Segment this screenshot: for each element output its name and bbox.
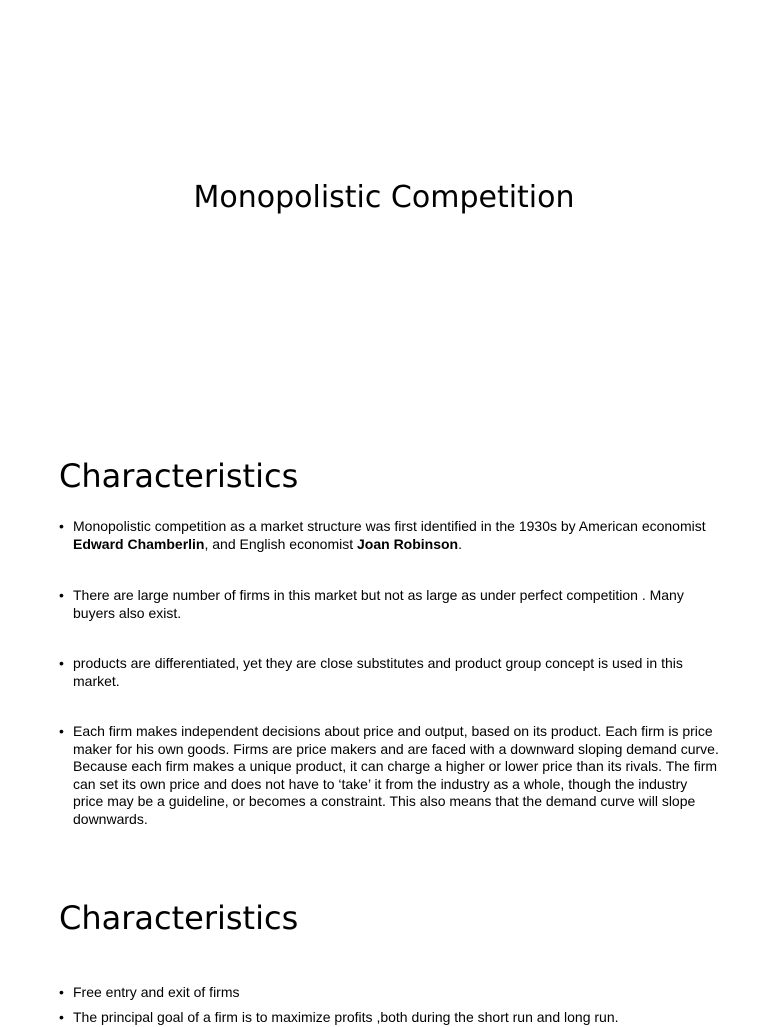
- list-item: [59, 587, 719, 622]
- person-name: Edward Chamberlin: [73, 535, 205, 552]
- item-text: Monopolistic competition as a market structure was first identified in the 1930s by American economist: [73, 518, 706, 534]
- list-item: [59, 723, 719, 828]
- item-text: The principal goal of a firm is to maximize profits ,both during the short run and long run.: [73, 1009, 619, 1025]
- item-text: .: [458, 535, 463, 552]
- item-text: Free entry and exit of firms: [73, 984, 240, 1000]
- item-text: , and English economist: [204, 535, 357, 552]
- item-text: Each firm makes independent decisions about price and output, based on its product. Each firm is price maker for his own goods. Firms are price makers and are faced with a downward sloping demand curve. Because each firm makes a unique product, it can charge a higher or lower price than its rivals. The firm can set its own price and does not have to ‘take’ it from the industry as a whole, though the industry price may be a guideline, or becomes a constraint. This also means that the demand curve will slope downwards.: [73, 723, 719, 827]
- list-item: [59, 984, 719, 1002]
- section-heading-characteristics: Characteristics: [59, 899, 299, 937]
- section-heading-characteristics: Characteristics: [59, 457, 299, 495]
- list-item: [59, 518, 719, 553]
- person-name: Joan Robinson: [357, 535, 459, 552]
- item-text: products are differentiated, yet they are close substitutes and product group concept is used in this market.: [73, 655, 683, 689]
- list-item: [59, 655, 719, 690]
- slide-title: Monopolistic Competition: [193, 180, 575, 215]
- item-text: There are large number of firms in this market but not as large as under perfect competition . Many buyers also exist.: [73, 587, 684, 621]
